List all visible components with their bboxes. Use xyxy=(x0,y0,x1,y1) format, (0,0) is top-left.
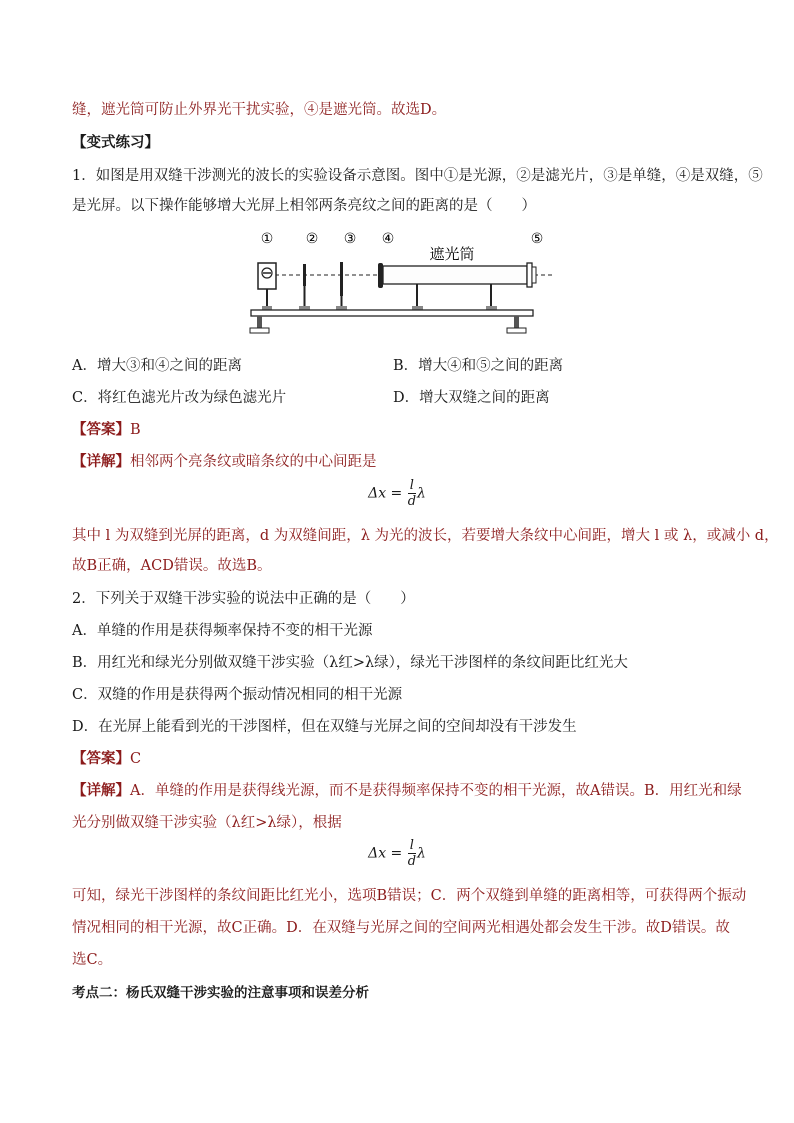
q2-detail-line1 xyxy=(72,781,742,801)
figure-label-5: ⑤ xyxy=(530,231,544,247)
q1-detail-line3: 故B正确，ACD错误。故选B。 xyxy=(72,558,272,574)
section-practice-heading: 【变式练习】 xyxy=(72,134,159,151)
q1-detail-line2: 其中 l 为双缝到光屏的距离，d 为双缝间距，λ 为光的波长，若要增大条纹中心间距，增大 l 或 λ，或减小 d， xyxy=(72,528,779,544)
q2-answer-value: C xyxy=(130,751,142,767)
q2-option-c: C．双缝的作用是获得两个振动情况相同的相干光源 xyxy=(72,687,403,703)
q1-formula xyxy=(0,478,794,509)
q1-option-c: C．将红色滤光片改为绿色滤光片 xyxy=(72,390,287,406)
q1-answer-value: B xyxy=(130,422,141,438)
q2-option-b: B．用红光和绿光分别做双缝干涉实验（λ红>λ绿），绿光干涉图样的条纹间距比红光大 xyxy=(72,655,628,671)
q2-formula-num: l xyxy=(408,838,416,854)
light-source xyxy=(258,263,276,289)
shielding-tube xyxy=(383,266,527,284)
q2-detail-line5: 选C。 xyxy=(72,952,113,968)
q1-option-b: B．增大④和⑤之间的距离 xyxy=(393,358,564,374)
q2-detail-tag: 【详解】 xyxy=(72,782,130,799)
q1-detail-line1 xyxy=(72,452,377,472)
q2-formula xyxy=(0,838,794,869)
section-point2-heading: 考点二：杨氏双缝干涉实验的注意事项和误差分析 xyxy=(72,985,369,1001)
q2-stem: 2．下列关于双缝干涉实验的说法中正确的是（ ） xyxy=(72,591,415,607)
q1-stem-line2: 是光屏。以下操作能够增大光屏上相邻两条亮纹之间的距离的是（ ） xyxy=(72,198,536,214)
top-line: 缝，遮光筒可防止外界光干扰实验，④是遮光筒。故选D。 xyxy=(72,102,447,118)
q1-formula-rhs: λ xyxy=(417,485,426,502)
q1-formula-lhs: Δx = xyxy=(368,485,403,502)
q1-stem-line1: 1．如图是用双缝干涉测光的波长的实验设备示意图。图中①是光源，②是滤光片，③是单缝，④是双缝，⑤ xyxy=(72,168,763,184)
q1-answer-tag: 【答案】 xyxy=(72,421,130,438)
q2-detail-line4: 情况相同的相干光源，故C正确。D．在双缝与光屏之间的空间两光相遇处都会发生干涉。故D错误。故 xyxy=(72,920,730,936)
q2-formula-fraction xyxy=(408,838,416,869)
figure-label-3: ③ xyxy=(343,231,357,247)
q1-answer xyxy=(72,420,141,440)
q1-option-a: A．增大③和④之间的距离 xyxy=(72,358,242,374)
q2-option-d: D．在光屏上能看到光的干涉图样，但在双缝与光屏之间的空间却没有干涉发生 xyxy=(72,719,577,735)
double-slit-element xyxy=(378,263,383,288)
q1-formula-fraction xyxy=(408,478,416,509)
figure-label-1: ① xyxy=(260,231,274,247)
q1-option-d: D．增大双缝之间的距离 xyxy=(393,390,550,406)
q2-formula-lhs: Δx = xyxy=(368,845,403,862)
q2-answer xyxy=(72,749,141,769)
q2-formula-rhs: λ xyxy=(417,845,426,862)
q1-detail-text1: 相邻两个亮条纹或暗条纹的中心间距是 xyxy=(130,454,377,470)
figure-label-4: ④ xyxy=(381,231,395,247)
q2-detail-text1: A．单缝的作用是获得线光源，而不是获得频率保持不变的相干光源，故A错误。B．用红光和绿 xyxy=(130,783,742,799)
q1-formula-num: l xyxy=(408,478,416,494)
optical-bench xyxy=(251,310,533,316)
filter-element xyxy=(303,264,306,286)
q1-formula-den: d xyxy=(407,494,417,509)
figure-tube-label: 遮光筒 xyxy=(429,245,475,263)
q2-detail-line2: 光分别做双缝干涉实验（λ红>λ绿），根据 xyxy=(72,815,342,831)
apparatus-figure xyxy=(245,226,555,344)
q1-detail-tag: 【详解】 xyxy=(72,453,130,470)
q2-answer-tag: 【答案】 xyxy=(72,750,130,767)
q2-detail-line3: 可知，绿光干涉图样的条纹间距比红光小，选项B错误；C．两个双缝到单缝的距离相等，可获得两个振动 xyxy=(72,888,747,904)
screen-element xyxy=(527,263,532,287)
single-slit-element xyxy=(340,262,343,296)
q2-option-a: A．单缝的作用是获得频率保持不变的相干光源 xyxy=(72,623,373,639)
q2-formula-den: d xyxy=(407,854,417,869)
figure-label-2: ② xyxy=(305,231,319,247)
